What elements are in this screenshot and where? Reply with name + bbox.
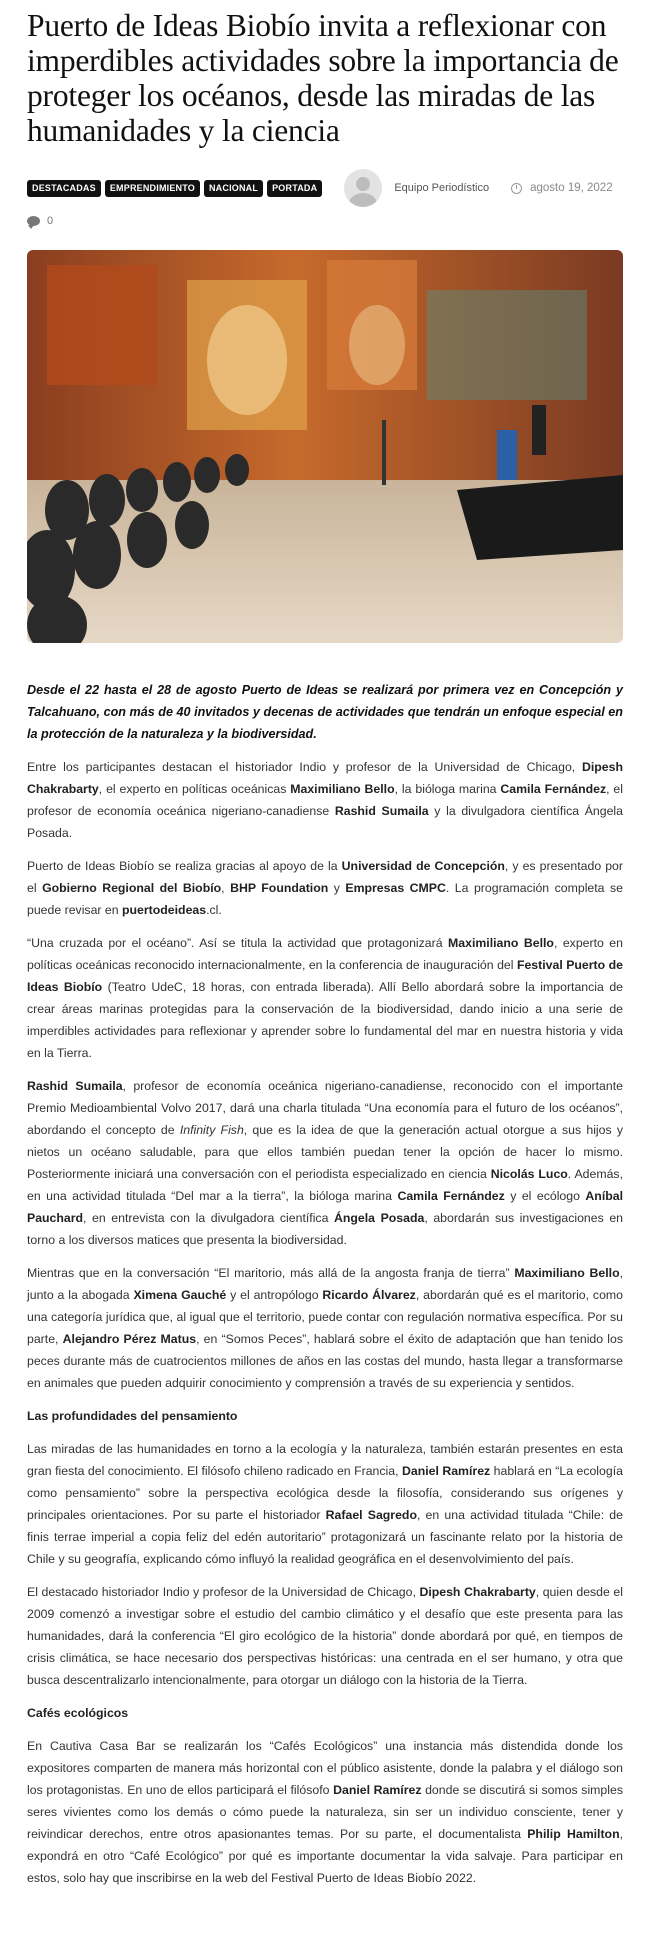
article-meta xyxy=(27,168,623,208)
article-lead: Desde el 22 hasta el 28 de agosto Puerto de Ideas se realizará por primera vez en Concepción y Talcahuano, con más de 40 invitados y decenas de actividades que tendrán un enfoque especial en la protección de la naturaleza y la biodiversidad. xyxy=(27,683,623,741)
paragraph-2: Puerto de Ideas Biobío se realiza gracias al apoyo de la Universidad de Concepción, y es presentado por el Gobierno Regional del Biobío, BHP Foundation y Empresas CMPC. La programación completa se puede revisar en puertodeideas.cl. xyxy=(27,859,624,917)
paragraph-1: Entre los participantes destacan el historiador Indio y profesor de la Universidad de Chicago, Dipesh Chakrabarty, el experto en políticas oceánicas Maximiliano Bello, la bióloga marina Camila Fernández, el profesor de economía oceánica nigeriano-canadiense Rashid Sumaila y la divulgadora científica Ángela Posada. xyxy=(27,760,624,840)
section-heading-2: Cafés ecológicos xyxy=(27,1706,129,1720)
hero-photo xyxy=(27,250,623,643)
article-title: Puerto de Ideas Biobío invita a reflexionar con imperdibles actividades sobre la importancia de proteger los océanos, desde las miradas de las humanidades y la ciencia xyxy=(27,8,619,148)
date-text: agosto 19, 2022 xyxy=(530,182,613,194)
paragraph-5: Mientras que en la conversación “El maritorio, más allá de la angosta franja de tierra” Maximiliano Bello, junto a la abogada Ximena Gauché y el antropólogo Ricardo Álvarez, abordarán qué es el maritorio, como una categoría jurídica que, al igual que el territorio, puede contar con regulación normativa específica. Por su parte, Alejandro Pérez Matus, en “Somos Peces”, hablará sobre el éxito de adaptación que han tenido los peces durante más de cuatrocientos millones de años en las costas del mundo, hasta llegar a transformarse en animales que pueden adquirir conocimiento y comprensión a través de su experiencia y sentidos. xyxy=(27,1266,624,1390)
podium xyxy=(497,430,517,480)
avatar-head-shape xyxy=(356,177,370,191)
mural-block xyxy=(427,290,587,400)
mural-block xyxy=(47,265,157,385)
tag-list xyxy=(27,180,322,197)
paragraph-8: En Cautiva Casa Bar se realizarán los “Cafés Ecológicos” una instancia más distendida donde los expositores comparten de manera más horizontal con el público asistente, donde la palabra y el diálogo son los protagonistas. En uno de ellos participará el filósofo Daniel Ramírez donde se discutirá si somos simples seres vivientes como los demás o cómo puede la naturaleza, sin ser un individuo consciente, tener y reivindicar derechos, entre otros apasionantes temas. Por su parte, el documentalista Philip Hamilton, expondrá en otro “Café Ecológico” por qué es importante documentar la vida salvaje. Para participar en estos, solo hay que inscribirse en la web del Festival Puerto de Ideas Biobío 2022. xyxy=(27,1739,623,1885)
author-name[interactable]: Equipo Periodístico xyxy=(394,182,490,194)
paragraph-3: “Una cruzada por el océano”. Así se titula la actividad que protagonizará Maximiliano Bello, experto en políticas oceánicas reconocido internacionalmente, en la conferencia de inauguración del Festival Puerto de Ideas Biobío (Teatro UdeC, 18 horas, con entrada liberada). Allí Bello abordará sobre la importancia de crear áreas marinas protegidas para la conservación de la biodiversidad, dando inicio a una serie de imperdibles actividades para reflexionar y aprender sobre lo fundamental del mar en nuestra historia y vida en la Tierra. xyxy=(27,936,624,1060)
paragraph-4: Rashid Sumaila, profesor de economía oceánica nigeriano-canadiense, reconocido con el importante Premio Medioambiental Volvo 2017, dará una charla titulada “Una economía para el futuro de los océanos”, abordando el concepto de Infinity Fish, que es la idea de que la generación actual otorgue a sus hijos y nietos un océano saludable, para que ellos también puedan tener la opción de hacer lo mismo. Posteriormente iniciará una conversación con el periodista especializado en ciencia Nicolás Luco. Además, en una actividad titulada “Del mar a la tierra”, la bióloga marina Camila Fernández y el ecólogo Aníbal Pauchard, en entrevista con la divulgadora científica Ángela Posada, abordarán sus investigaciones en torno a los diversos matices que presenta la biodiversidad. xyxy=(27,1079,624,1247)
speaker-figure xyxy=(532,405,546,455)
comment-icon xyxy=(27,216,40,226)
tag-portada[interactable]: PORTADA xyxy=(267,180,322,197)
avatar-body-shape xyxy=(349,193,377,207)
tag-emprendimiento[interactable]: EMPRENDIMIENTO xyxy=(105,180,200,197)
article-body xyxy=(27,679,623,1889)
clock-icon xyxy=(511,183,522,194)
tag-destacadas[interactable]: DESTACADAS xyxy=(27,180,101,197)
mural-face xyxy=(207,305,287,415)
avatar[interactable] xyxy=(344,169,382,207)
author[interactable] xyxy=(344,169,489,207)
paragraph-6: Las miradas de las humanidades en torno a la ecología y la naturaleza, también estarán presentes en esta gran fiesta del conocimiento. El filósofo chileno radicado en Francia, Daniel Ramírez hablará en “La ecología como pensamiento” sobre la perspectiva ecológica desde la filosofía, considerando sus orígenes y principales orientaciones. Por su parte el historiador Rafael Sagredo, en una actividad titulada “Chile: de finis terrae imperial a copia feliz del edén autoritario” protagonizará un fascinante relato por la historia de Chile y su geografía, explicando cómo influyó la realidad geográfica en el desenvolvimiento del país. xyxy=(27,1442,623,1566)
comments-number: 0 xyxy=(47,215,54,227)
comments-count[interactable] xyxy=(27,214,623,228)
section-heading-1: Las profundidades del pensamiento xyxy=(27,1409,238,1423)
paragraph-7: El destacado historiador Indio y profesor de la Universidad de Chicago, Dipesh Chakrabarty, quien desde el 2009 comenzó a investigar sobre el estudio del cambio climático y el desafío que este presenta para las humanidades, dará la conferencia “El giro ecológico de la historia” donde abordará por qué, en tiempos de crisis climática, se hace necesario dos perspectivas históricas: una centrada en el ser humano, y otra que busca descentralizarlo intencionalmente, para otorgar un diálogo con la historia de la Tierra. xyxy=(27,1585,623,1687)
camera-tripod xyxy=(382,420,386,485)
tag-nacional[interactable]: NACIONAL xyxy=(204,180,263,197)
mural-face xyxy=(349,305,405,385)
site-link[interactable]: puertodeideas xyxy=(122,903,207,917)
publish-date xyxy=(511,182,613,194)
